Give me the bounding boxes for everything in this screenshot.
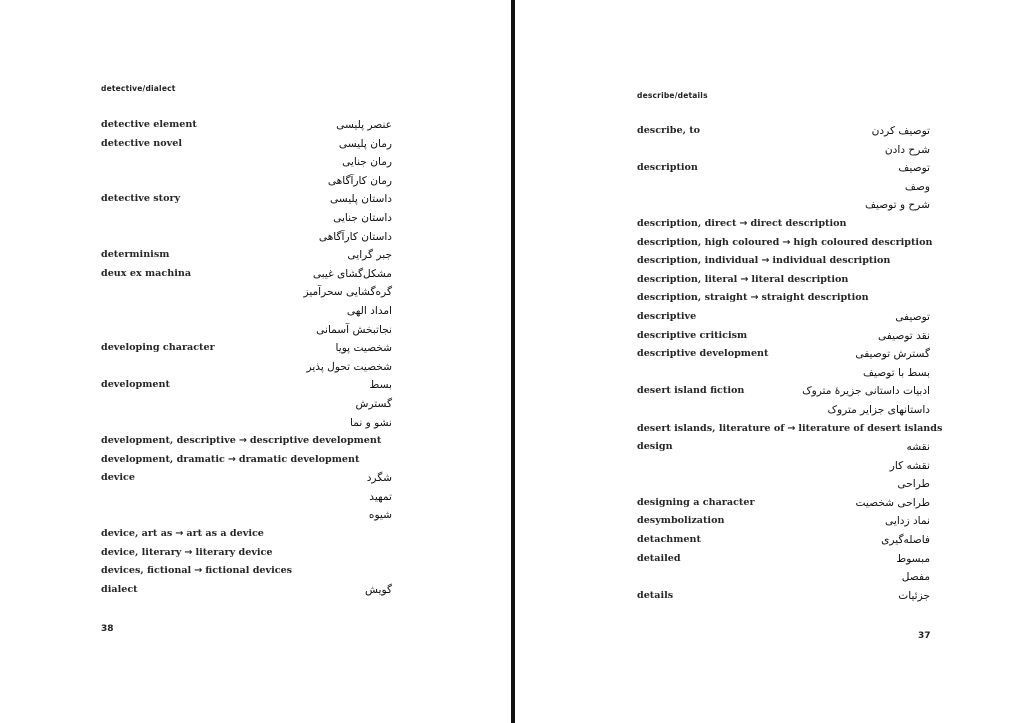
headword: descriptive criticism	[637, 329, 748, 341]
persian-translation: طراحی	[897, 478, 930, 491]
english-term	[637, 347, 768, 361]
english-term	[637, 440, 673, 454]
english-term	[637, 329, 747, 343]
headword: descriptive	[637, 310, 697, 322]
english-term	[101, 453, 359, 467]
dictionary-entry	[637, 329, 930, 348]
persian-translation: شرح و توصیف	[865, 199, 930, 212]
dictionary-entry	[101, 341, 392, 360]
dictionary-entry	[101, 192, 392, 211]
dictionary-entry	[101, 323, 392, 342]
headword: development, descriptive	[101, 435, 236, 447]
persian-translation: تمهید	[369, 490, 392, 503]
english-term	[637, 291, 869, 305]
dictionary-entry	[637, 254, 930, 273]
persian-translation: مشکل‌گشای غیبی	[312, 267, 392, 280]
dictionary-entry	[101, 267, 392, 286]
headword: dialect	[101, 583, 138, 595]
dictionary-entry	[637, 477, 930, 496]
headword: desert island fiction	[637, 385, 745, 397]
dictionary-entry	[637, 236, 933, 255]
persian-translation: توصیف	[898, 162, 930, 175]
dictionary-entry	[101, 453, 392, 472]
dictionary-entry	[637, 124, 930, 143]
english-term	[637, 273, 848, 287]
page-number: 37	[918, 631, 931, 641]
persian-translation: رمان جنایی	[342, 156, 392, 169]
page-number: 38	[101, 624, 114, 634]
persian-translation: رمان پلیسی	[338, 137, 392, 150]
cross-reference: art as a device	[186, 528, 264, 540]
dictionary-entry	[637, 180, 930, 199]
headword: description, direct	[637, 217, 737, 229]
persian-translation: بسط	[369, 379, 392, 392]
persian-translation: ادبیات داستانی جزیرهٔ متروک	[802, 385, 930, 398]
headword: determinism	[101, 249, 170, 261]
entry-list	[637, 124, 943, 607]
cross-reference: literal description	[751, 273, 849, 285]
cross-reference: descriptive development	[249, 435, 382, 447]
dictionary-entry	[101, 434, 392, 453]
cross-reference: dramatic development	[238, 453, 360, 465]
english-term	[101, 564, 292, 578]
english-term	[637, 161, 698, 175]
dictionary-entry	[101, 248, 392, 267]
english-term	[637, 217, 846, 231]
arrow-right-icon: →	[761, 255, 770, 267]
dictionary-entry	[637, 403, 930, 422]
english-term	[637, 384, 744, 398]
persian-translation: گویش	[365, 583, 392, 596]
headword: device, literary	[101, 546, 182, 558]
dictionary-entry	[101, 360, 392, 379]
persian-translation: جبر گرایی	[347, 249, 392, 262]
cross-reference: literary device	[195, 546, 273, 558]
english-term	[637, 236, 932, 250]
persian-translation: نقشه کار	[889, 459, 930, 472]
dictionary-entry	[637, 552, 930, 571]
dictionary-entry	[637, 384, 930, 403]
persian-translation: شخصیت تحول پذیر	[306, 360, 392, 373]
headword: development, dramatic	[101, 453, 225, 465]
persian-translation: امداد الهی	[346, 304, 392, 317]
headword: detachment	[637, 534, 701, 546]
dictionary-entry	[637, 161, 930, 180]
headword: desymbolization	[637, 515, 725, 527]
dictionary-entry	[637, 589, 930, 608]
english-term	[101, 248, 169, 262]
arrow-right-icon: →	[787, 422, 796, 434]
english-term	[101, 471, 135, 485]
arrow-right-icon: →	[194, 565, 203, 577]
persian-translation: رمان کارآگاهی	[327, 174, 392, 187]
persian-translation: طراحی شخصیت	[855, 496, 930, 509]
english-term	[101, 546, 272, 560]
cross-reference: fictional devices	[205, 565, 293, 577]
dictionary-entry	[637, 291, 930, 310]
dictionary-entry	[637, 422, 943, 441]
english-term	[637, 514, 724, 528]
dictionary-entry	[637, 217, 930, 236]
english-term	[101, 341, 215, 355]
persian-translation: داستان پلیسی	[329, 193, 392, 206]
cross-reference: direct description	[750, 217, 847, 229]
persian-translation: توصیفی	[895, 310, 930, 323]
english-term	[637, 589, 673, 603]
persian-translation: شخصیت پویا	[335, 342, 392, 355]
dictionary-entry	[637, 533, 930, 552]
running-head: describe/details	[637, 91, 708, 100]
headword: design	[637, 441, 673, 453]
dictionary-entry	[101, 508, 392, 527]
persian-translation: فاصله‌گیری	[881, 534, 930, 547]
english-term	[637, 254, 890, 268]
arrow-right-icon: →	[782, 236, 791, 248]
arrow-right-icon: →	[184, 546, 193, 558]
dictionary-entry	[101, 137, 392, 156]
persian-translation: نقد توصیفی	[877, 329, 930, 342]
dictionary-entry	[101, 378, 392, 397]
english-term	[101, 527, 264, 541]
cross-reference: high coloured description	[793, 236, 933, 248]
headword: detective novel	[101, 137, 182, 149]
headword: description, individual	[637, 255, 759, 267]
english-term	[637, 552, 681, 566]
dictionary-entry	[637, 347, 930, 366]
dictionary-entry	[637, 366, 930, 385]
headword: designing a character	[637, 496, 755, 508]
headword: developing character	[101, 342, 215, 354]
headword: development	[101, 379, 170, 391]
headword: description, literal	[637, 273, 738, 285]
headword: describe, to	[637, 125, 701, 136]
persian-translation: داستان کارآگاهی	[318, 230, 392, 243]
dictionary-entry	[101, 230, 392, 249]
dictionary-entry	[637, 440, 930, 459]
english-term	[101, 118, 197, 132]
arrow-right-icon: →	[750, 292, 759, 304]
dictionary-entry	[101, 583, 392, 602]
english-term	[101, 434, 381, 448]
persian-translation: جزئیات	[898, 589, 930, 602]
headword: device	[101, 472, 135, 484]
persian-translation: شیوه	[368, 509, 392, 522]
headword: detailed	[637, 552, 681, 564]
dictionary-entry	[101, 490, 392, 509]
arrow-right-icon: →	[740, 273, 749, 285]
persian-translation: گسترش توصیفی	[855, 348, 930, 361]
headword: description, high coloured	[637, 236, 780, 248]
arrow-right-icon: →	[238, 435, 247, 447]
persian-translation: گسترش	[355, 397, 392, 410]
english-term	[101, 583, 138, 597]
headword: description	[637, 162, 698, 174]
cross-reference: straight description	[761, 292, 869, 304]
left-page	[0, 0, 511, 723]
headword: details	[637, 589, 674, 601]
persian-translation: عنصر پلیسی	[336, 119, 392, 131]
persian-translation: نقشه	[906, 441, 930, 454]
headword: description, straight	[637, 292, 748, 304]
persian-translation: داستان جنایی	[333, 211, 392, 224]
persian-translation: مفصل	[901, 571, 930, 584]
persian-translation: بسط با توصیف	[863, 366, 930, 379]
dictionary-entry	[637, 143, 930, 162]
headword: devices, fictional	[101, 565, 192, 577]
arrow-right-icon: →	[739, 217, 748, 229]
dictionary-entry	[101, 304, 392, 323]
cross-reference: individual description	[772, 255, 891, 267]
headword: descriptive development	[637, 348, 769, 360]
dictionary-entry	[101, 211, 392, 230]
english-term	[101, 267, 191, 281]
dictionary-entry	[637, 198, 930, 217]
dictionary-entry	[637, 570, 930, 589]
persian-translation: گره‌گشایی سحرآمیز	[303, 286, 392, 299]
headword: device, art as	[101, 528, 173, 540]
persian-translation: نماد زدایی	[885, 515, 930, 528]
english-term	[101, 378, 170, 392]
dictionary-entry	[637, 496, 930, 515]
english-term	[637, 533, 701, 547]
entry-list	[101, 118, 392, 601]
persian-translation: مبسوط	[896, 552, 930, 565]
running-head: detective/dialect	[101, 84, 176, 93]
dictionary-entry	[101, 471, 392, 490]
persian-translation: وصف	[904, 180, 930, 193]
english-term	[637, 124, 700, 138]
dictionary-entry	[637, 514, 930, 533]
persian-translation: شگرد	[366, 472, 392, 485]
dictionary-entry	[637, 459, 930, 478]
arrow-right-icon: →	[227, 453, 236, 465]
arrow-right-icon: →	[175, 528, 184, 540]
persian-translation: توصیف کردن	[871, 125, 930, 137]
dictionary-entry	[101, 174, 392, 193]
right-page	[515, 0, 1024, 723]
cross-reference: literature of desert islands	[798, 422, 943, 434]
dictionary-entry	[637, 310, 930, 329]
persian-translation: نجاتبخش آسمانی	[316, 323, 392, 336]
dictionary-entry	[101, 546, 392, 565]
dictionary-entry	[101, 155, 392, 174]
english-term	[637, 422, 942, 436]
english-term	[101, 137, 182, 151]
headword: deux ex machina	[101, 267, 192, 279]
dictionary-entry	[101, 397, 392, 416]
dictionary-entry	[101, 527, 392, 546]
headword: detective element	[101, 119, 197, 130]
english-term	[637, 310, 696, 324]
english-term	[637, 496, 755, 510]
dictionary-entry	[101, 118, 392, 137]
dictionary-entry	[101, 416, 392, 435]
english-term	[101, 192, 180, 206]
persian-translation: نشو و نما	[349, 416, 392, 429]
headword: desert islands, literature of	[637, 422, 785, 434]
persian-translation: داستانهای جزایر متروک	[827, 403, 930, 416]
headword: detective story	[101, 193, 181, 205]
persian-translation: شرح دادن	[884, 143, 930, 156]
dictionary-entry	[101, 285, 392, 304]
dictionary-entry	[637, 273, 930, 292]
dictionary-entry	[101, 564, 392, 583]
